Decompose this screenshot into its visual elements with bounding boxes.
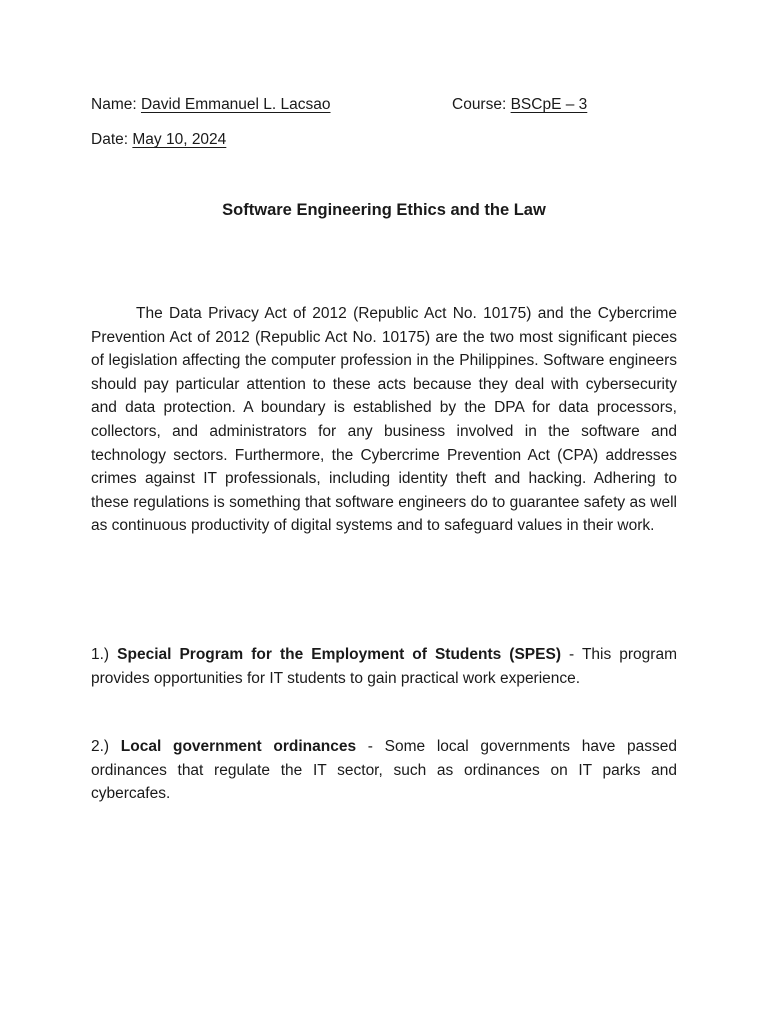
name-row	[91, 95, 331, 115]
date-label: Date:	[91, 131, 129, 148]
name-value: David Emmanuel L. Lacsao	[140, 96, 331, 113]
list-item-1	[91, 643, 677, 690]
course-label: Course:	[452, 96, 507, 113]
list-item-number: 2.)	[91, 738, 110, 755]
course-row	[452, 95, 587, 115]
list-item-description: - This program provides opportunities for IT students to gain practical work experience.	[91, 646, 677, 687]
list-item-2	[91, 735, 677, 806]
list-item-term: Special Program for the Employment of Students (SPES)	[117, 646, 561, 663]
document-title: Software Engineering Ethics and the Law	[222, 201, 546, 219]
list-item-description: - Some local governments have passed ordinances that regulate the IT sector, such as ordinances on IT parks and cybercafes.	[91, 738, 677, 803]
date-row	[91, 130, 226, 150]
intro-paragraph: The Data Privacy Act of 2012 (Republic Act No. 10175) and the Cybercrime Prevention Act of 2012 (Republic Act No. 10175) are the two most significant pieces of legislation affecting the computer profession in the Philippines. Software engineers should pay particular attention to these acts because they deal with cybersecurity and data protection. A boundary is established by the DPA for data processors, collectors, and administrators for any business involved in the software and technology sectors. Furthermore, the Cybercrime Prevention Act (CPA) addresses crimes against IT professionals, including identity theft and hacking. Adhering to these regulations is something that software engineers do to guarantee safety as well as continuous productivity of digital systems and to safeguard values in their work.	[91, 305, 677, 535]
name-label: Name:	[91, 96, 137, 113]
date-value: May 10, 2024	[132, 131, 227, 148]
list-item-term: Local government ordinances	[120, 738, 357, 755]
list-item-number: 1.)	[91, 646, 110, 663]
course-value: BSCpE – 3	[510, 96, 588, 113]
